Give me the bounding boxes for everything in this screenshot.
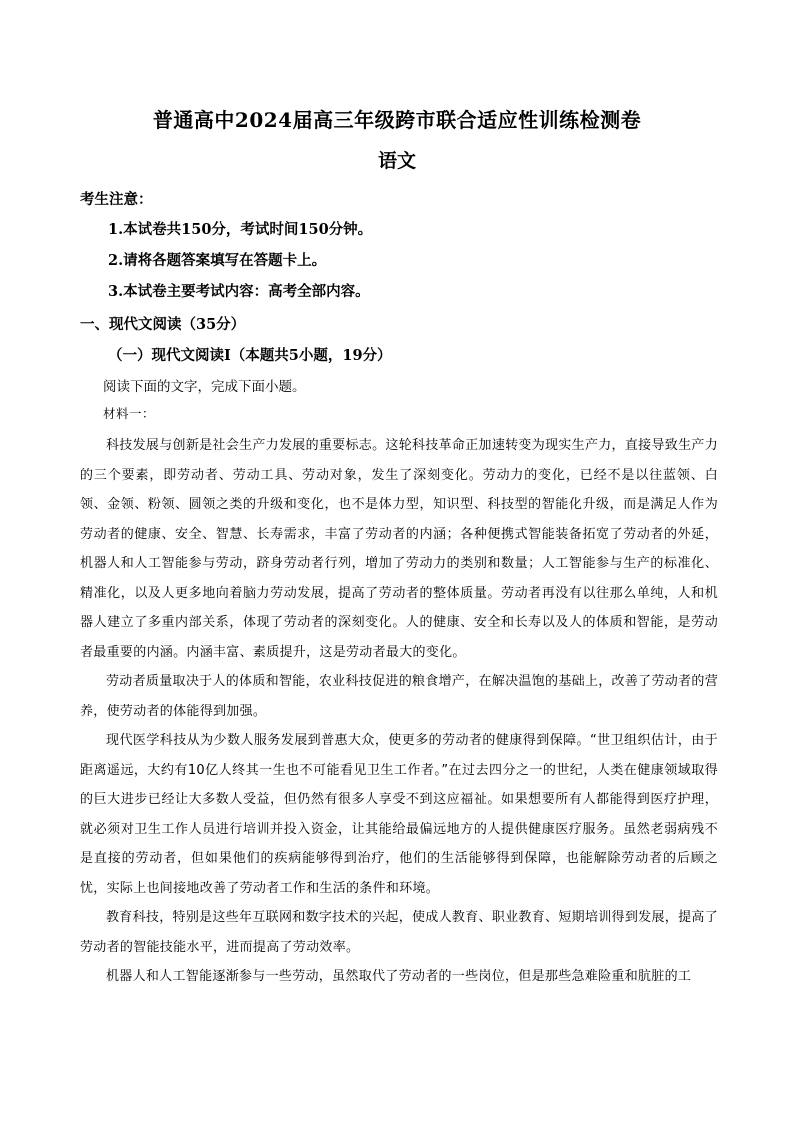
passage-paragraph: 科技发展与创新是社会生产力发展的重要标志。这轮科技革命正加速转变为现实生产力，直接导致生产力的三个要素，即劳动者、劳动工具、劳动对象，发生了深刻变化。劳动力的变化，已经不是以往蓝领、白领、金领、粉领、圆领之类的升级和变化，也不是体力型，知识型、科技型的智能化升级，而是满足人作为劳动者的健康、安全、智慧、长寿需求，丰富了劳动者的内涵；各种便携式智能装备拓宽了劳动者的外延，机器人和人工智能参与劳动，跻身劳动者行列，增加了劳动力的类别和数量；人工智能参与生产的标准化、精准化，以及人更多地向着脑力劳动发展，提高了劳动者的整体质量。劳动者再没有以往那么单纯，人和机器人建立了多重内部关系，体现了劳动者的深刻变化。人的健康、安全和长寿以及人的体质和智能，是劳动者最重要的内涵。内涵丰富、素质提升，这是劳动者最大的变化。 <box>80 438 718 660</box>
section-title: 一、现代文阅读（35分） <box>80 316 246 333</box>
notice-item: 1.本试卷共150分，考试时间150分钟。 <box>108 221 373 238</box>
subject-title: 语文 <box>377 150 416 172</box>
passage-paragraph: 劳动者质量取决于人的体质和智能，农业科技促进的粮食增产，在解决温饱的基础上，改善了劳动者的营养，使劳动者的体能得到加强。 <box>80 674 718 719</box>
reading-instruction: 阅读下面的文字，完成下面小题。 <box>103 379 306 395</box>
passage-body <box>80 431 718 992</box>
notice-heading: 考生注意： <box>80 191 153 208</box>
passage-paragraph: 现代医学科技从为少数人服务发展到普惠大众，使更多的劳动者的健康得到保障。“世卫组织估计，由于距离遥远，大约有10亿人终其一生也不可能看见卫生工作者。”在过去四分之一的世纪，人类在健康领域取得的巨大进步已经让大多数人受益，但仍然有很多人享受不到这应福祉。如果想要所有人都能得到医疗护理，就必须对卫生工作人员进行培训并投入资金，让其能给最偏远地方的人提供健康医疗服务。虽然老弱病残不是直接的劳动者，但如果他们的疾病能够得到治疗，他们的生活能够得到保障，也能解除劳动者的后顾之忧，实际上也间接地改善了劳动者工作和生活的条件和环境。 <box>80 733 718 896</box>
notice-item: 3.本试卷主要考试内容：高考全部内容。 <box>108 283 370 300</box>
passage-paragraph: 机器人和人工智能逐渐参与一些劳动，虽然取代了劳动者的一些岗位，但是那些急难险重和肮脏的工 <box>106 969 692 984</box>
subsection-title: （一）现代文阅读Ⅰ（本题共5小题，19分） <box>108 347 392 364</box>
notice-item: 2.请将各题答案填写在答题卡上。 <box>108 252 327 269</box>
exam-title: 普通高中2024届高三年级跨市联合适应性训练检测卷 <box>152 108 642 132</box>
material-label: 材料一： <box>103 406 156 421</box>
passage-paragraph: 教育科技，特别是这些年互联网和数字技术的兴起，使成人教育、职业教育、短期培训得到发展，提高了劳动者的智能技能水平，进而提高了劳动效率。 <box>80 910 718 955</box>
